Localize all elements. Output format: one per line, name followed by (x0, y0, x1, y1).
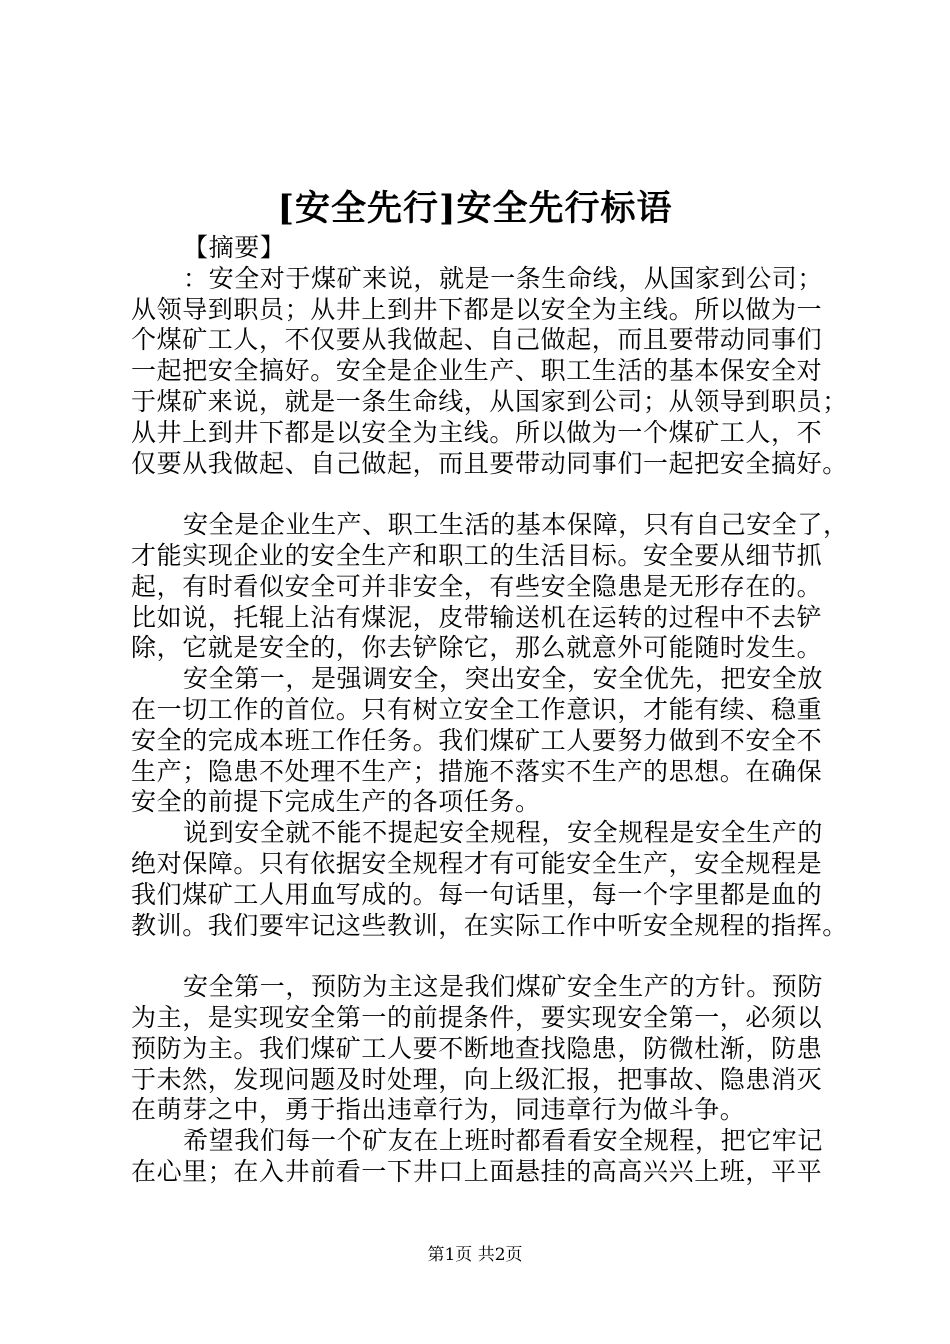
page-footer: 第1页 共2页 (427, 1245, 523, 1265)
paragraph-line: 起，有时看似安全可并非安全，有些安全隐患是无形存在的。 (131, 571, 823, 601)
paragraph-gap (131, 479, 839, 510)
paragraph-line: 于煤矿来说，就是一条生命线，从国家到公司；从领导到职员； (131, 386, 848, 416)
paragraph-line: 个煤矿工人，不仅要从我做起、自己做起，而且要带动同事们 (131, 325, 823, 355)
paragraph-line: 从领导到职员；从井上到井下都是以安全为主线。所以做为一 (131, 294, 823, 324)
document-title: [安全先行]安全先行标语 (277, 188, 673, 229)
paragraph-line: 安全的完成本班工作任务。我们煤矿工人要努力做到不安全不 (131, 725, 823, 755)
document-body (131, 233, 849, 1188)
paragraph-line: 仅要从我做起、自己做起，而且要带动同事们一起把安全搞好。 (131, 448, 848, 478)
paragraph-line: 除，它就是安全的，你去铲除它，那么就意外可能随时发生。 (131, 633, 823, 663)
paragraph-line: 教训。我们要牢记这些教训，在实际工作中听安全规程的指挥。 (131, 910, 848, 940)
abstract-label: 【摘要】 (183, 233, 286, 262)
paragraph-2 (131, 510, 849, 664)
paragraph-line: 一起把安全搞好。安全是企业生产、职工生活的基本保安全对 (131, 356, 823, 386)
paragraph-line: 安全是企业生产、职工生活的基本保障，只有自己安全了， (183, 510, 849, 540)
paragraph-line: 比如说，托辊上沾有煤泥，皮带输送机在运转的过程中不去铲 (131, 602, 823, 632)
paragraph-line: 我们煤矿工人用血写成的。每一句话里，每一个字里都是血的 (131, 879, 823, 909)
paragraph-1 (131, 263, 848, 480)
paragraph-line: 生产；隐患不处理不生产；措施不落实不生产的思想。在确保 (131, 756, 823, 786)
paragraph-line: 绝对保障。只有依据安全规程才有可能安全生产，安全规程是 (131, 848, 823, 878)
paragraph-5 (131, 972, 839, 1126)
paragraph-gap (131, 941, 839, 972)
paragraph-line: 安全第一，预防为主这是我们煤矿安全生产的方针。预防 (183, 972, 824, 1002)
paragraph-line: ：安全对于煤矿来说，就是一条生命线，从国家到公司； (183, 263, 824, 293)
paragraph-line: 在萌芽之中，勇于指出违章行为，同违章行为做斗争。 (131, 1095, 746, 1125)
paragraph-line: 在心里；在入井前看一下井口上面悬挂的高高兴兴上班，平平 (131, 1156, 823, 1186)
paragraph-line: 从井上到井下都是以安全为主线。所以做为一个煤矿工人，不 (131, 417, 823, 447)
paragraph-4 (131, 818, 848, 941)
paragraph-line: 于未然，发现问题及时处理，向上级汇报，把事故、隐患消灭 (131, 1064, 823, 1094)
paragraph-line: 在一切工作的首位。只有树立安全工作意识，才能有续、稳重 (131, 694, 823, 724)
paragraph-line: 才能实现企业的安全生产和职工的生活目标。安全要从细节抓 (131, 540, 823, 570)
paragraph-line: 为主，是实现安全第一的前提条件，要实现安全第一，必须以 (131, 1002, 823, 1032)
paragraph-line: 预防为主。我们煤矿工人要不断地查找隐患，防微杜渐，防患 (131, 1033, 823, 1063)
paragraph-3 (131, 664, 839, 818)
paragraph-line: 安全的前提下完成生产的各项任务。 (131, 787, 541, 817)
paragraph-6 (131, 1126, 839, 1188)
paragraph-line: 希望我们每一个矿友在上班时都看看安全规程，把它牢记 (183, 1126, 824, 1156)
paragraph-line: 安全第一，是强调安全，突出安全，安全优先，把安全放 (183, 664, 824, 694)
paragraph-line: 说到安全就不能不提起安全规程，安全规程是安全生产的 (183, 818, 824, 848)
